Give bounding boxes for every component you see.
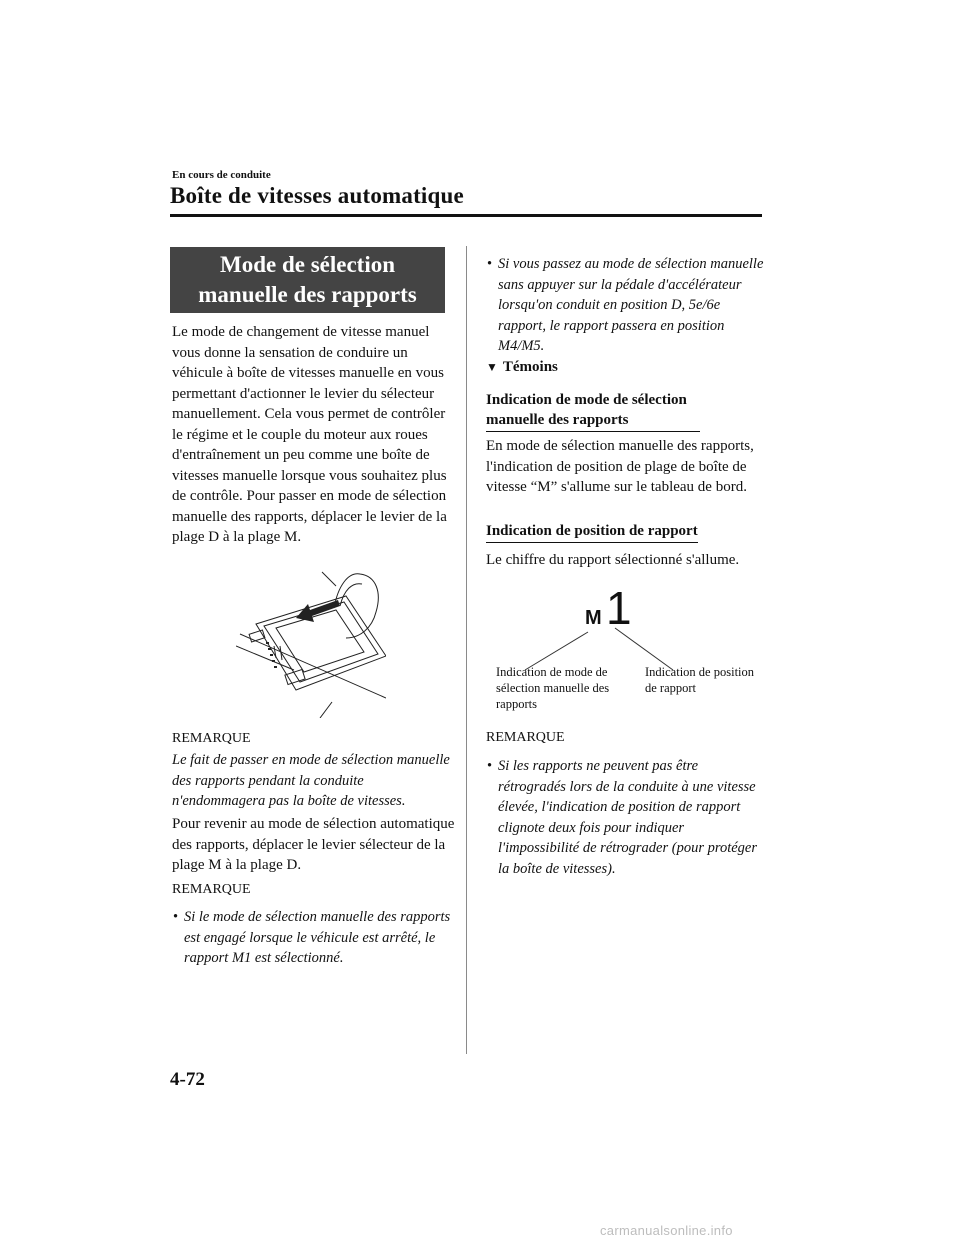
- section-kicker: En cours de conduite: [172, 169, 271, 181]
- note-label: REMARQUE: [172, 731, 251, 746]
- gear-position-paragraph: Le chiffre du rapport sélectionné s'allume.: [486, 552, 740, 568]
- note-text: Le fait de passer en mode de sélection manuelle des rapports pendant la conduite n'endommagera pas la boîte de vitesses.: [172, 752, 450, 809]
- bullet-icon: •: [173, 909, 179, 925]
- note-label: REMARQUE: [172, 882, 251, 897]
- bullet-icon: •: [487, 758, 493, 774]
- triangle-down-icon: ▼: [486, 360, 498, 374]
- bullet-icon: •: [487, 256, 493, 272]
- section-title-box: [170, 247, 445, 313]
- note-bullet-item: [487, 254, 768, 357]
- page-number: 4-72: [170, 1069, 205, 1090]
- intro-paragraph: Le mode de changement de vitesse manuel vous donne la sensation de conduire un véhicule à boîte de vitesses manuelle en vous permettant d'actionner le levier du sélecteur manuellement. Cela vous permet de contrôler le régime et le couple du moteur aux roues d'entraînement un peu comme une boîte de vitesses manuelle lorsque vous souhaitez plus de contrôle. Pour passer en mode de sélection manuelle des rapports, déplacer le levier de la plage D à la plage M.: [172, 324, 447, 545]
- indicator-mode-letter: M: [585, 607, 602, 629]
- note-bullet-text: Si le mode de sélection manuelle des rapports est engagé lorsque le véhicule est arrêté, le rapport M1 est sélectionné.: [184, 909, 451, 966]
- note-bullet-item: [487, 756, 768, 879]
- indicator-gear-number: 1: [606, 582, 632, 634]
- subheading-mode-indication: Indication de mode de sélection manuelle des rapports: [486, 390, 700, 432]
- section-title-line1: Mode de sélection: [219, 252, 395, 277]
- shift-lever-illustration: [236, 566, 386, 718]
- temoins-heading-text: Témoins: [502, 359, 558, 375]
- mode-indication-paragraph: En mode de sélection manuelle des rapports, l'indication de position de plage de boîte de vitesse “M” s'allume sur le tableau de bord.: [486, 438, 754, 495]
- note-label: REMARQUE: [486, 730, 565, 745]
- section-title-line2: manuelle des rapports: [198, 282, 417, 307]
- return-paragraph: Pour revenir au mode de sélection automatique des rapports, déplacer le levier sélecteur de la plage M à la plage D.: [172, 816, 455, 873]
- subheading-gear-position: Indication de position de rapport: [486, 521, 698, 543]
- page-heading: Boîte de vitesses automatique: [170, 183, 464, 208]
- caption-gear-position: Indication de position de rapport: [645, 665, 755, 695]
- header-rule: [170, 214, 762, 217]
- note-bullet-text: Si les rapports ne peuvent pas être rétrogradés lors de la conduite à une vitesse élevée, l'indication de position de rapport clignote deux fois pour indiquer l'impossibilité de rétrograder (pour protéger la boîte de vitesses).: [498, 758, 757, 877]
- temoins-heading: [486, 359, 558, 376]
- watermark: carmanualsonline.info: [600, 1223, 733, 1238]
- column-divider: [466, 246, 467, 1054]
- note-bullet-item: [173, 907, 454, 969]
- caption-mode-indication: Indication de mode de sélection manuelle des rapports: [496, 665, 610, 711]
- note-bullet-text: Si vous passez au mode de sélection manuelle sans appuyer sur la pédale d'accélérateur lorsqu'on conduit en position D, 5e/6e rapport, le rapport passera en position M4/M5.: [498, 256, 764, 354]
